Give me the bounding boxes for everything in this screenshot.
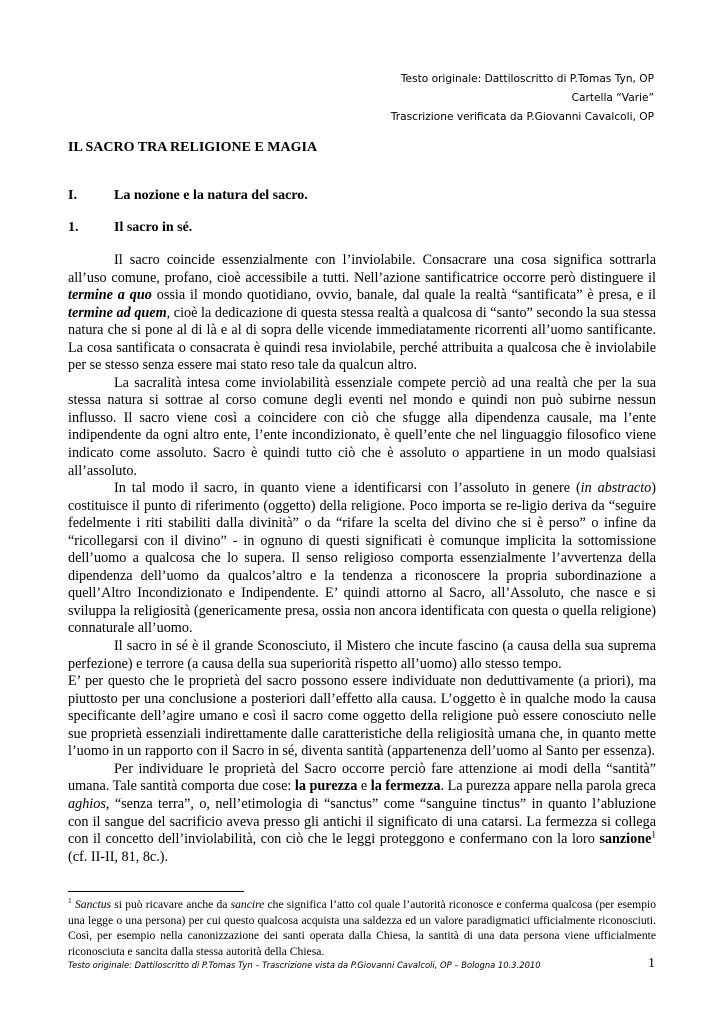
italic-term-sanctus: Sanctus [74,898,112,911]
bold-term-fermezza: la fermezza [370,778,441,795]
header-line-folder: Cartella “Varie” [571,92,654,104]
header-line-source: Testo originale: Dattiloscritto di P.Tomas Tyn, OP [400,73,654,85]
footnote-mark: 1 [68,896,72,906]
paragraph-1 [68,252,656,375]
term-ad-quem: termine ad quem [68,304,167,321]
paragraph-2: La sacralità intesa come inviolabilità essenziale compete perciò ad una realtà che per la sua stessa natura si sottrae al corso comune degli eventi nel mondo e quindi non può subirne nessun influsso. Il sacro viene così a coincidere con ciò che sfugge alla dipendenza causale, ma l’ente indipendente da ogni altro ente, l’ente incondizionato, è quell’ente che nel linguaggio filosofico viene indicato come assoluto. Sacro è quindi tutto ciò che è assoluto o appartiene in un modo qualsiasi all’assoluto. [68,374,656,479]
italic-term-sancire: sancire [230,898,265,911]
text-run: In tal modo il sacro, in quanto viene a identificarsi con l’assoluto in genere ( [114,480,581,497]
footnote [68,897,656,959]
text-run: (cf. II-II, 81, 8c.). [68,848,169,865]
text-run: . La purezza appare nella parola greca [440,778,656,795]
body-text [68,252,656,866]
text-run: che significa l’atto col quale l’autorità riconosce e conferma qualcosa (per esempio una legge o una persona) per cui questo qualcosa acquista una saldezza ed un valore paradigmatici ufficialmente riconosciuti. Così, per esempio nella canonizzazione dei santi operata dalla Chiesa, la santità di una data persona viene ufficialmente riconosciuta e sancita dalla stessa autorità della Chiesa. [68,898,657,958]
section-number: I. [68,188,77,203]
text-run: Per individuare le proprietà del Sacro occorre perciò fare attenzione ai modi della “santità” umana. Tale santità comporta due cose: [68,760,656,795]
paragraph-3 [68,480,656,638]
text-run: Il sacro coincide essenzialmente con l’inviolabile. Consacrare una cosa significa sottrarla all’uso comune, profano, cioè accessibile a tutti. Nell’azione santificatrice occorre però distinguere il [68,252,656,286]
text-run: e [357,778,371,795]
header-line-verification: Trascrizione verificata da P.Giovanni Cavalcoli, OP [390,111,654,123]
text-run: ) costituisce il punto di riferimento (oggetto) della religione. Poco importa se re-ligio deriva da “seguire fedelmente i riti stabiliti dalla divinità” o da “rifare la scelta del divino che si è perso” o infine da “ricollegarsi con il divino” - in ognuno di questi significati è comunque implicita la sottomissione dell’uomo a qualcosa che lo supera. Il senso religioso comporta essenzialmente l’avvertenza della dipendenza dell’uomo da qualcos’altro e la tendenza a riconoscere la propria subordinazione a quell’Altro Incondizionato e Indipendente. E’ quindi attorno al Sacro, all’Assoluto, che nasce e si sviluppa la religiosità (genericamente presa, ossia non ancora identificata con questa o quella religione) connaturale all’uomo. [68,480,656,637]
italic-term: in abstracto [580,480,652,497]
paragraph-4: Il sacro in sé è il grande Sconosciuto, il Mistero che incute fascino (a causa della sua suprema perfezione) e terrore (a causa della sua superiorità rispetto all’uomo) allo stesso tempo. [68,638,656,672]
bold-term-sanzione: sanzione [599,831,652,848]
section-heading-1 [68,188,658,204]
document-title: IL SACRO TRA RELIGIONE E MAGIA [68,140,318,155]
paragraph-6 [68,761,656,866]
footnote-reference[interactable]: 1 [651,829,656,840]
subsection-label: Il sacro in sé. [114,220,193,235]
text-run: ossia il mondo quotidiano, ovvio, banale, dal quale la realtà “santificata” è presa, e il [151,287,656,304]
subsection-heading-1 [68,220,658,236]
text-run: , cioè la dedicazione di questa stessa realtà a qualcosa di “santo” secondo la sua stessa natura che si pone al di là e al di sopra delle vicende immediatamente ricorrenti all’uomo santificante. La cosa santificata o consacrata è quindi resa inviolabile, perché attribuita a qualcosa che è inviolabile per se stesso senza essere mai stato reso tale da qualcun altro. [68,304,656,374]
bold-term-purezza: la purezza [294,778,358,795]
italic-term-aghios: aghios [68,795,106,812]
page-footer: Testo originale: Dattiloscritto di P.Tomas Tyn – Trascrizione vista da P.Giovanni Cavalcoli, OP – Bologna 10.3.2010 [68,960,541,970]
term-a-quo: termine a quo [68,287,152,304]
footnote-separator [68,891,244,892]
section-label: La nozione e la natura del sacro. [114,188,308,203]
page-number: 1 [648,956,655,971]
subsection-number: 1. [68,220,79,235]
paragraph-5: E’ per questo che le proprietà del sacro possono essere individuate non deduttivamente (a priori), ma piuttosto per una conclusione a posteriori dall’effetto alla causa. L’oggetto è in qualche modo la causa specificante dell’agire umano e così il sacro come oggetto della religione può essere conosciuto nelle sue proprietà essenziali indirettamente dalle caratteristiche della religiosità umana che, in quanto mette l’uomo in un rapporto con il Sacro in sé, diventa santità (appartenenza dell’uomo al Santo per essenza). [68,673,656,760]
text-run: , “senza terra”, o, nell’etimologia di “sanctus” come “sanguine tinctus” in quanto l’abluzione con il sangue del sacrificio aveva presso gli antichi il significato di una catarsi. La fermezza si collega con il concetto dell’inviolabilità, con ciò che le leggi proteggono e confermano con la loro [68,795,656,848]
source-header [391,70,654,127]
text-run: si può ricavare anche da [111,898,231,911]
